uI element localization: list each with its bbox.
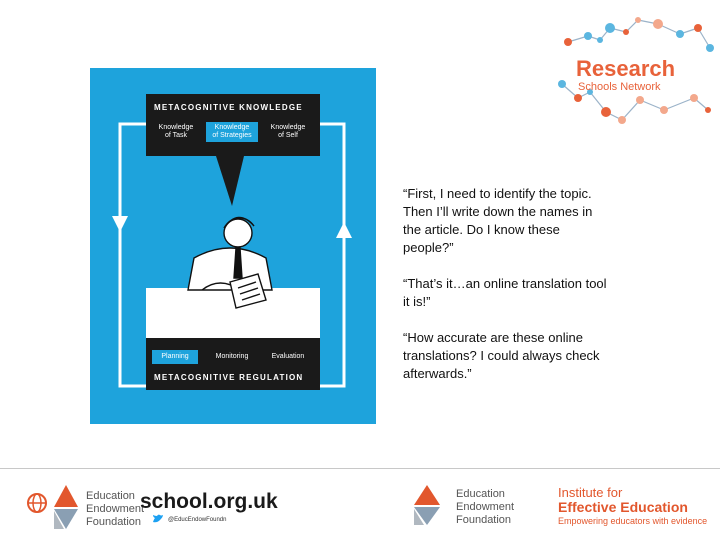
twitter-handle[interactable]: @EducEndowFoundn bbox=[168, 517, 227, 523]
research-schools-network-logo bbox=[548, 14, 720, 134]
eef-right-text: Education Endowment Foundation bbox=[456, 488, 515, 526]
knowledge-cell-strategies: Knowledge of Strategies bbox=[206, 122, 258, 142]
eef-logo-left-icon bbox=[50, 483, 82, 531]
metacognitive-regulation-box bbox=[146, 338, 320, 390]
footer-divider bbox=[0, 468, 720, 469]
eef-left-text: Education Endowment Foundation bbox=[86, 490, 145, 528]
regulation-cell-planning: Planning bbox=[152, 350, 198, 364]
down-arrow-icon bbox=[112, 216, 128, 232]
regulation-title: METACOGNITIVE REGULATION bbox=[154, 373, 304, 382]
ieed-title-line2: Effective Education bbox=[558, 499, 688, 515]
quote-3: “How accurate are these online translations? I could always check afterwards.” bbox=[403, 330, 600, 381]
metacognitive-knowledge-box bbox=[146, 94, 320, 156]
school-url[interactable]: school.org.uk bbox=[140, 490, 278, 513]
ieed-title-line1: Institute for bbox=[558, 485, 623, 500]
logo-line1: Research bbox=[576, 56, 676, 81]
twitter-icon bbox=[152, 514, 164, 524]
knowledge-cell-self: Knowledge of Self bbox=[270, 124, 306, 139]
metacognition-diagram bbox=[90, 68, 376, 424]
knowledge-title: METACOGNITIVE KNOWLEDGE bbox=[154, 103, 303, 112]
regulation-cell-evaluation: Evaluation bbox=[271, 353, 305, 360]
knowledge-cell-task: Knowledge of Task bbox=[158, 124, 194, 139]
eef-logo-right-icon bbox=[410, 483, 444, 527]
up-arrow-icon bbox=[336, 222, 352, 238]
ieed-tagline: Empowering educators with evidence bbox=[558, 516, 708, 526]
quote-1: “First, I need to identify the topic. Then I’ll write down the names in the article. Do I know these people?” bbox=[403, 186, 593, 255]
regulation-cell-monitoring: Monitoring bbox=[215, 353, 249, 360]
quote-2: “That’s it…an online translation tool it is!” bbox=[403, 276, 607, 309]
globe-icon bbox=[26, 492, 48, 514]
logo-line2: Schools Network bbox=[578, 81, 661, 93]
